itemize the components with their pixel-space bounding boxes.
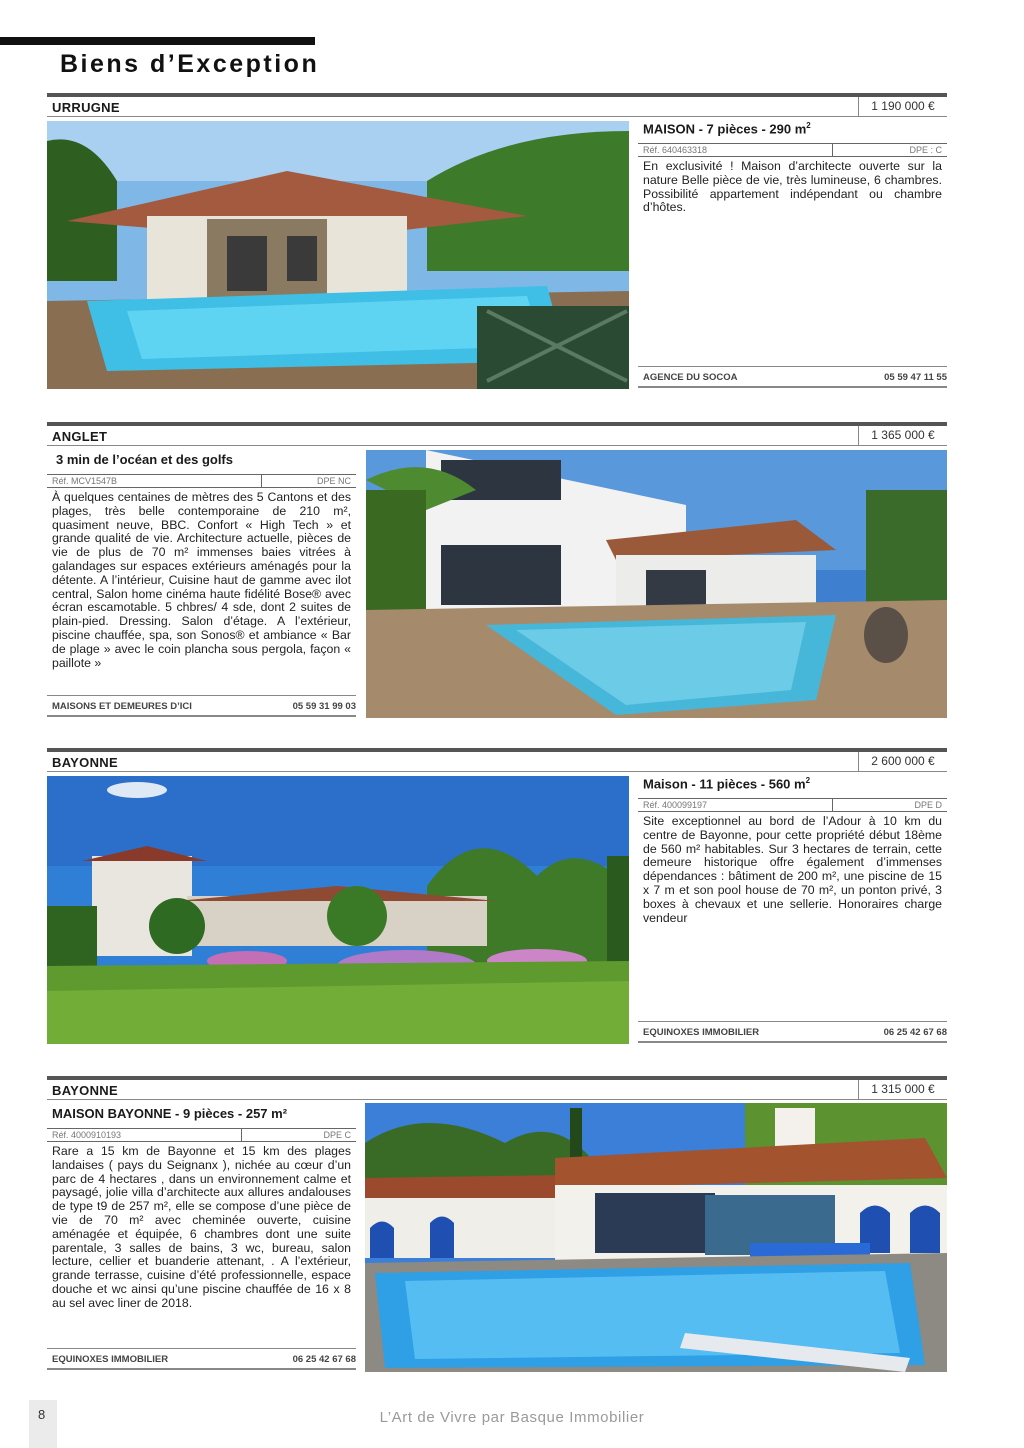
- listing-info-panel: [47, 452, 356, 719]
- listing-dpe: DPE : C: [909, 145, 942, 155]
- top-rule: [0, 37, 315, 45]
- listing-reference: Réf. 640463318: [643, 145, 708, 155]
- page-footer: L’Art de Vivre par Basque Immobilier: [379, 1409, 645, 1426]
- listing-description: Rare a 15 km de Bayonne et 15 km des plages landaises ( pays du Seignanx ), nichée au cœur d’un parc de 4 hectares , dans un environnement calme et paysagé, jolie villa d’architecte aux allures andalouses de type t9 de 257 m², elle se compose d’une pièce de vie de 70 m² avec cheminée ouverte, cuisine aménagée et équipée, 6 chambres dont une suite parentale, 3 salles de bains, 3 wc, bureau, salon lecture, cellier et buanderie attenant, . A l’extérieur, grande terrasse, cuisine d’été professionnelle, espace douche et wc ainsi qu’une piscine chauffée de 16 x 8 au sel avec liner de 2018.: [52, 1144, 351, 1310]
- agency-name: MAISONS ET DEMEURES D’ICI: [52, 701, 192, 712]
- listing-city: BAYONNE: [52, 1083, 118, 1098]
- reference-row: [47, 1128, 356, 1142]
- listing-photo[interactable]: [366, 450, 947, 718]
- listing-title: 3 min de l’océan et des golfs: [56, 452, 233, 467]
- listing-photo[interactable]: [365, 1103, 947, 1372]
- listing-title: Maison - 11 pièces - 560 $m^2$: [643, 776, 811, 792]
- listing-info-panel: [638, 776, 947, 1045]
- reference-row: [638, 143, 947, 157]
- listing-price: 1 315 000 €: [858, 1080, 947, 1099]
- listing-header: [47, 748, 947, 772]
- listing-photo[interactable]: [47, 121, 629, 389]
- listing-photo[interactable]: [47, 776, 629, 1044]
- listing-urrugne[interactable]: [47, 93, 947, 390]
- reference-row: [638, 798, 947, 812]
- agency-name: AGENCE DU SOCOA: [643, 372, 738, 383]
- listing-price: 1 365 000 €: [858, 426, 947, 445]
- agency-phone[interactable]: 06 25 42 67 68: [883, 1027, 947, 1038]
- listing-header: [47, 422, 947, 446]
- listing-info-panel: [638, 121, 947, 390]
- listing-description: Site exceptionnel au bord de l’Adour à 10 km du centre de Bayonne, pour cette propriété début 18ème de 560 m² habitables. Sur 3 hectares de terrain, cette demeure historique offre également d’immenses dépendances : bâtiment de 200 m², une piscine de 15 x 7 m et son pool house de 70 m², un ponton privé, 3 boxes à chevaux et une sellerie. Honoraires charge vendeur: [643, 814, 942, 925]
- agency-name: EQUINOXES IMMOBILIER: [643, 1027, 760, 1038]
- listing-info-panel: [47, 1106, 356, 1373]
- listing-reference: Réf. 400099197: [643, 800, 708, 810]
- agency-name: EQUINOXES IMMOBILIER: [52, 1354, 169, 1365]
- listing-city: ANGLET: [52, 429, 108, 444]
- listing-title: MAISON BAYONNE - 9 pièces - 257 m²: [52, 1106, 288, 1121]
- listing-reference: Réf. MCV1547B: [52, 476, 118, 486]
- reference-row: [47, 474, 356, 488]
- listing-anglet[interactable]: [47, 422, 947, 719]
- listing-price: 2 600 000 €: [858, 752, 947, 771]
- page-heading: Biens d’Exception: [60, 50, 320, 78]
- listing-header: [47, 1076, 947, 1100]
- agency-row: [638, 1021, 947, 1043]
- listing-dpe: DPE NC: [316, 476, 351, 486]
- listing-header: [47, 93, 947, 117]
- listing-bayonne-2[interactable]: [47, 1076, 947, 1373]
- listing-city: URRUGNE: [52, 100, 120, 115]
- listing-dpe: DPE D: [914, 800, 942, 810]
- page-number: 8: [38, 1407, 46, 1422]
- listing-title: MAISON - 7 pièces - 290 $m^2$: [643, 121, 811, 137]
- agency-row: [47, 1348, 356, 1370]
- agency-row: [638, 366, 947, 388]
- listing-description: En exclusivité ! Maison d’architecte ouverte sur la nature Belle pièce de vie, très lumineuse, 6 chambres. Possibilité appartement indépendant ou chambre d’hôtes.: [643, 159, 942, 215]
- listing-reference: Réf. 4000910193: [52, 1130, 122, 1140]
- agency-phone[interactable]: 06 25 42 67 68: [292, 1354, 356, 1365]
- agency-row: [47, 695, 356, 717]
- agency-phone[interactable]: 05 59 47 11 55: [884, 372, 947, 383]
- listing-city: BAYONNE: [52, 755, 118, 770]
- agency-phone[interactable]: 05 59 31 99 03: [292, 701, 356, 712]
- listing-price: 1 190 000 €: [858, 97, 947, 116]
- listing-description: À quelques centaines de mètres des 5 Cantons et des plages, très belle contemporaine de 210 m², quasiment neuve, BBC. Confort « High Tech » et grande qualité de vie. Architecture actuelle, pièces de vie de plus de 70 m² immenses baies vitrées à galandages sur espaces extérieurs aménagés pour la détente. A l’intérieur, Cuisine haut de gamme avec ilot central, Salon home cinéma haute fidélité Bose® avec écran escamotable. 5 chbres/ 4 sde, dont 2 suites de plain-pied. Dressing. Salon d’étage. A l’extérieur, piscine chauffée, spa, son Sonos® et ambiance « Bar de plage » avec le coin plancha sous pergola, façon « paillote »: [52, 490, 351, 670]
- listing-bayonne-1[interactable]: [47, 748, 947, 1045]
- listing-dpe: DPE C: [323, 1130, 351, 1140]
